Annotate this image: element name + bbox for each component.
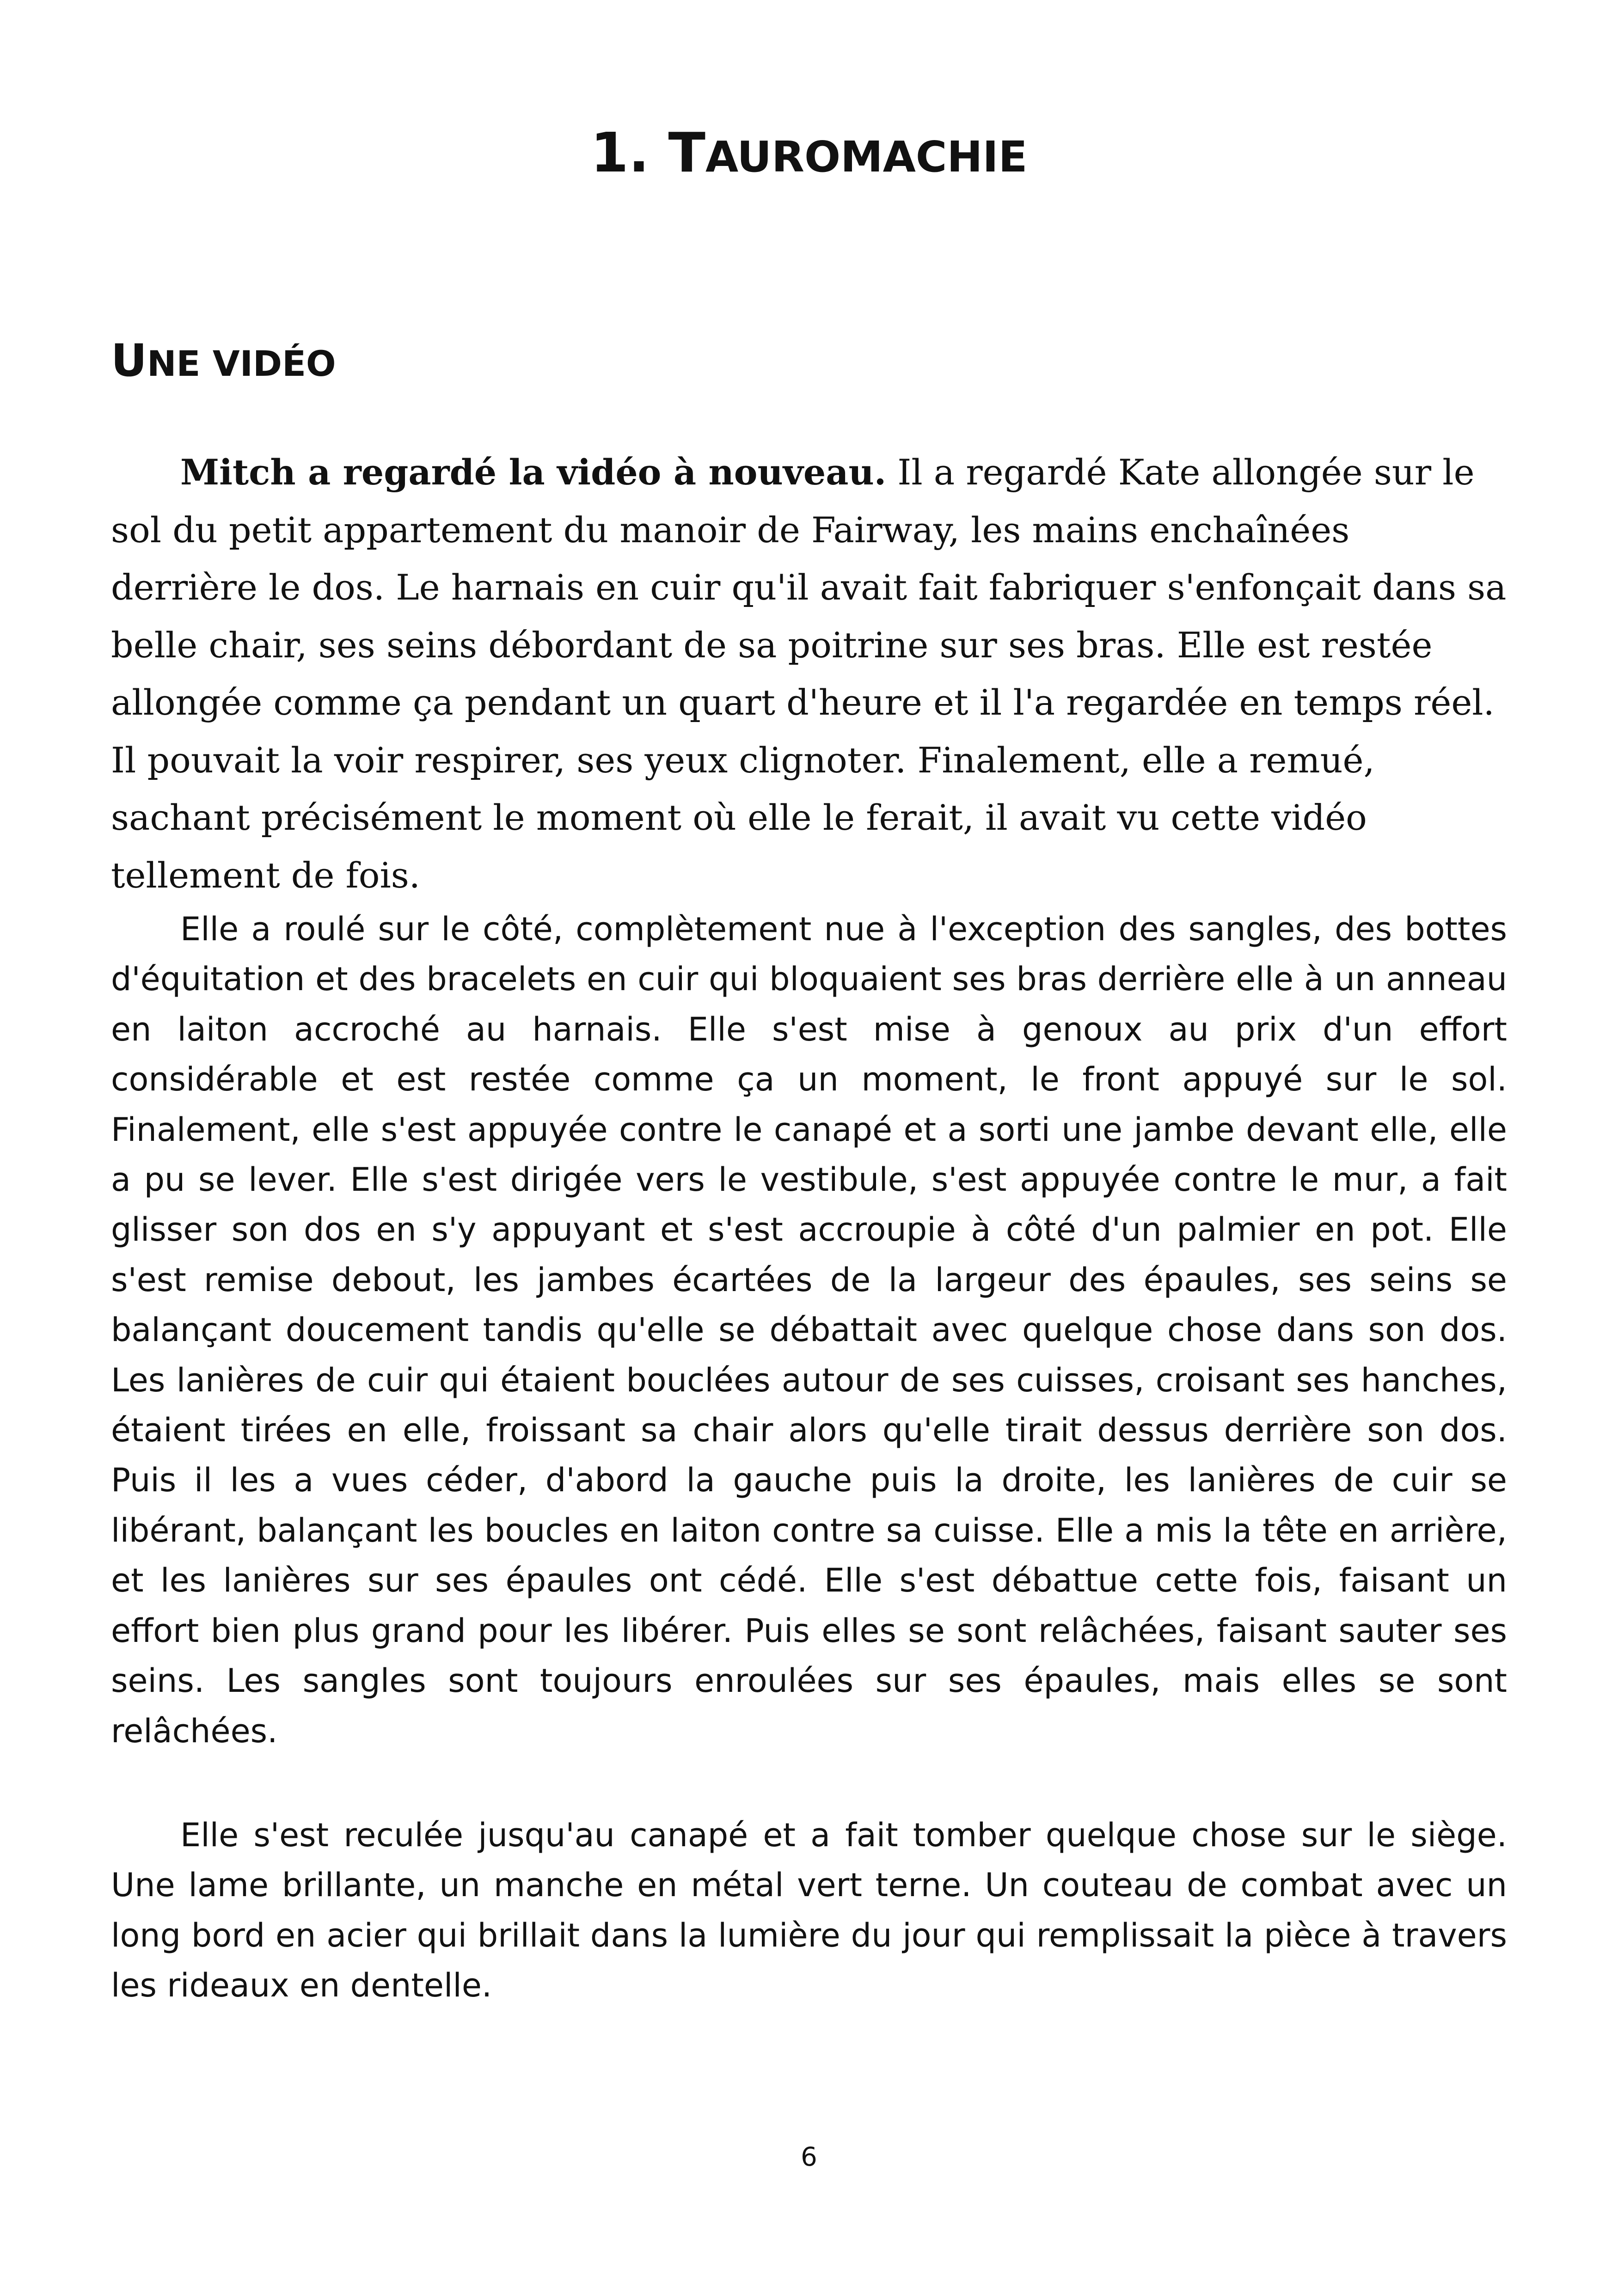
chapter-title-initial: T <box>668 121 706 184</box>
chapter-title <box>0 118 1618 192</box>
paragraph-2: Elle a roulé sur le côté, complètement nue à l'exception des sangles, des bottes d'équitation et des bracelets en cuir qui bloquaient ses bras derrière elle à un anneau en laiton accroché au harnais. Elle s'est mise à genoux au prix d'un effort considérable et est restée comme ça un moment, le front appuyé sur le sol. Finalement, elle s'est appuyée contre le canapé et a sorti une jambe devant elle, elle a pu se lever. Elle s'est dirigée vers le vestibule, s'est appuyée contre le mur, a fait glisser son dos en s'y appuyant et s'est accroupie à côté d'un palmier en pot. Elle s'est remise debout, les jambes écartées de la largeur des épaules, ses seins se balançant doucement tandis qu'elle se débattait avec quelque chose dans son dos. Les lanières de cuir qui étaient bouclées autour de ses cuisses, croisant ses hanches, étaient tirées en elle, froissant sa chair alors qu'elle tirait dessus derrière son dos. Puis il les a vues céder, d'abord la gauche puis la droite, les lanières de cuir se libérant, balançant les boucles en laiton contre sa cuisse. Elle a mis la tête en arrière, et les lanières sur ses épaules ont cédé. Elle s'est débattue cette fois, faisant un effort bien plus grand pour les libérer. Puis elles se sont relâchées, faisant sauter ses seins. Les sangles sont toujours enroulées sur ses épaules, mais elles se sont relâchées. <box>111 910 1507 1750</box>
chapter-number: 1. <box>590 121 650 184</box>
section-title-rest: NE VIDÉO <box>147 343 336 384</box>
paragraph-3: Elle s'est reculée jusqu'au canapé et a fait tomber quelque chose sur le siège. Une lame brillante, un manche en métal vert terne. Un couteau de combat avec un long bord en acier qui brillait dans la lumière du jour qui remplissait la pièce à travers les rideaux en dentelle. <box>111 1816 1507 2005</box>
page-number: 6 <box>801 2142 817 2172</box>
chapter-title-rest: AUROMACHIE <box>705 132 1028 182</box>
section-title-initial: U <box>111 335 147 386</box>
paragraph-1 <box>111 444 1507 904</box>
paragraph-1-lead: Mitch a regardé la vidéo à nouveau. <box>180 452 887 493</box>
section-title <box>111 333 336 392</box>
paragraph-1-text: Il a regardé Kate allongée sur le sol du petit appartement du manoir de Fairway, les mains enchaînées derrière le dos. Le harnais en cuir qu'il avait fait fabriquer s'enfonçait dans sa belle chair, ses seins débordant de sa poitrine sur ses bras. Elle est restée allongée comme ça pendant un quart d'heure et il l'a regardée en temps réel. Il pouvait la voir respirer, ses yeux clignoter. Finalement, elle a remué, sachant précisément le moment où elle le ferait, il avait vu cette vidéo tellement de fois. <box>111 452 1507 896</box>
